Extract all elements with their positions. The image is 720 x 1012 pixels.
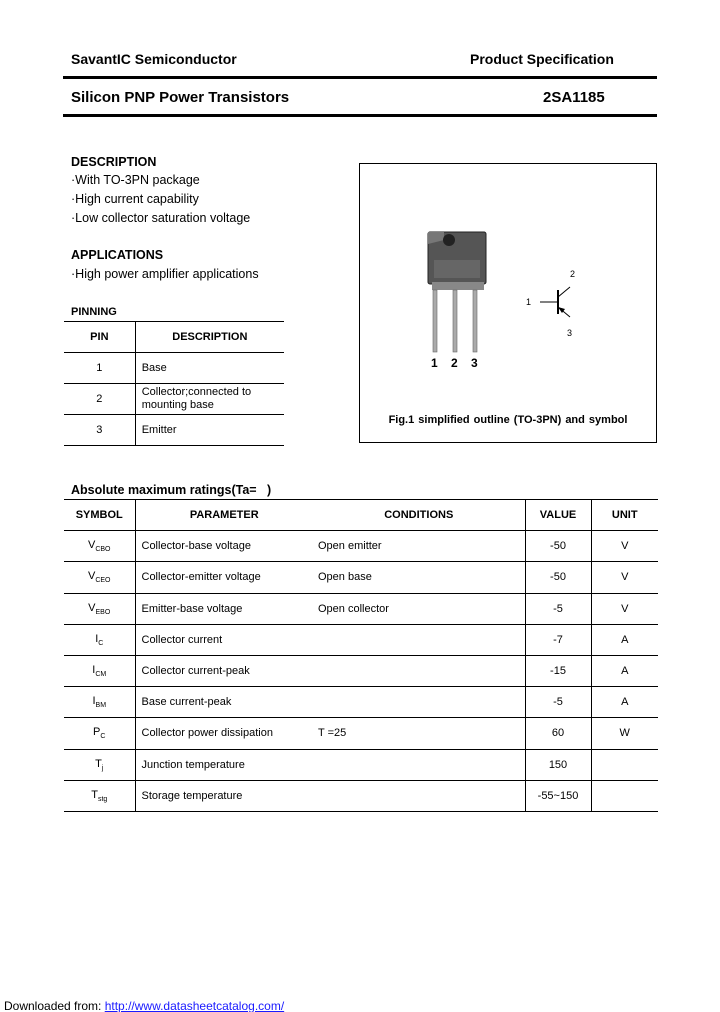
parameter-cell: Base current-peak (135, 687, 313, 718)
conditions-cell: T =25 (313, 718, 525, 749)
parameter-cell: Collector current-peak (135, 655, 313, 686)
value-cell: -50 (525, 531, 591, 562)
symbol-subscript: C (98, 639, 104, 647)
symbol-subscript: C (100, 733, 106, 741)
unit-cell: V (591, 593, 658, 624)
table-row (64, 718, 658, 749)
ratings-table (64, 499, 658, 812)
unit-cell: V (591, 531, 658, 562)
symbol-cell (64, 562, 135, 593)
table-row (64, 353, 284, 384)
value-cell: -15 (525, 655, 591, 686)
description-item: ·High current capability (71, 192, 199, 206)
pin-number: 2 (64, 384, 135, 415)
table-row (64, 415, 284, 446)
description-item: ·Low collector saturation voltage (71, 211, 251, 225)
symbol-subscript: CEO (95, 577, 111, 585)
description-item: ·With TO-3PN package (71, 173, 200, 187)
company-name: SavantIC Semiconductor (71, 51, 237, 67)
figure-caption: Fig.1 simplified outline (TO-3PN) and symbol (388, 414, 628, 426)
pnp-symbol-icon (540, 287, 570, 317)
footer-prefix: Downloaded from: (4, 999, 105, 1012)
ratings-header-row (64, 500, 658, 531)
conditions-cell (313, 655, 525, 686)
pin-number: 3 (64, 415, 135, 446)
parameter-cell: Collector-base voltage (135, 531, 313, 562)
symbol-label-base: 1 (526, 297, 532, 307)
conditions-cell (313, 780, 525, 811)
unit-cell: A (591, 687, 658, 718)
conditions-cell: Open collector (313, 593, 525, 624)
pinning-table (64, 321, 284, 446)
value-cell: -50 (525, 562, 591, 593)
symbol-letter: V (87, 570, 96, 583)
symbol-subscript: j (101, 764, 104, 772)
symbol-letter: V (88, 601, 96, 614)
ratings-title: Absolute maximum ratings(Ta= ) (71, 483, 272, 497)
conditions-cell: Open emitter (313, 531, 525, 562)
symbol-cell (64, 718, 135, 749)
unit-cell: A (591, 655, 658, 686)
applications-title: APPLICATIONS (71, 248, 164, 262)
lead-label: 1 (431, 356, 438, 370)
symbol-cell (64, 624, 135, 655)
symbol-subscript: CBO (95, 546, 111, 554)
conditions-cell (313, 749, 525, 780)
table-row (64, 655, 658, 686)
pin-description: Emitter (135, 415, 284, 446)
mounting-hole (443, 234, 455, 246)
unit-cell (591, 780, 658, 811)
doc-type: Product Specification (470, 51, 614, 67)
symbol-header: SYMBOL (64, 500, 135, 531)
unit-cell: A (591, 624, 658, 655)
part-number: 2SA1185 (543, 89, 605, 106)
ratings-body (64, 531, 658, 812)
parameter-header: PARAMETER (135, 500, 313, 531)
footer-link[interactable]: http://www.datasheetcatalog.com/ (104, 999, 285, 1012)
symbol-cell (64, 780, 135, 811)
symbol-subscript: stg (97, 795, 108, 803)
symbol-letter: I (92, 695, 96, 708)
value-cell: 150 (525, 749, 591, 780)
parameter-cell: Collector power dissipation (135, 718, 313, 749)
description-list (71, 171, 250, 228)
value-header: VALUE (525, 500, 591, 531)
table-row (64, 749, 658, 780)
table-row (64, 687, 658, 718)
package-outline-icon (360, 164, 658, 404)
table-row (64, 531, 658, 562)
symbol-letter: T (95, 757, 102, 770)
symbol-label-emitter: 3 (567, 328, 573, 338)
applications-list (71, 265, 259, 284)
value-cell: -55~150 (525, 780, 591, 811)
symbol-cell (64, 531, 135, 562)
parameter-cell: Emitter-base voltage (135, 593, 313, 624)
table-row (64, 384, 284, 415)
table-row (64, 780, 658, 811)
lead-2 (453, 290, 457, 352)
symbol-subscript: BM (95, 702, 107, 710)
package-mold (434, 260, 480, 278)
parameter-cell: Collector-emitter voltage (135, 562, 313, 593)
value-cell: -5 (525, 593, 591, 624)
symbol-cell (64, 655, 135, 686)
pin-description: Base (135, 353, 284, 384)
pin-desc-header: DESCRIPTION (135, 322, 284, 353)
conditions-header: CONDITIONS (313, 500, 525, 531)
lead-label: 3 (471, 356, 478, 370)
parameter-cell: Storage temperature (135, 780, 313, 811)
pin-number: 1 (64, 353, 135, 384)
symbol-subscript: EBO (95, 608, 111, 616)
lead-1 (433, 290, 437, 352)
symbol-letter: T (91, 788, 98, 801)
figure-box (359, 163, 657, 443)
pinning-header-row (64, 322, 284, 353)
parameter-cell: Junction temperature (135, 749, 313, 780)
table-row (64, 624, 658, 655)
table-row (64, 562, 658, 593)
unit-cell: V (591, 562, 658, 593)
symbol-cell (64, 687, 135, 718)
unit-cell: W (591, 718, 658, 749)
conditions-cell (313, 687, 525, 718)
pin-header: PIN (64, 322, 135, 353)
applications-item: ·High power amplifier applications (71, 267, 259, 281)
symbol-cell (64, 593, 135, 624)
package-shoulder (432, 282, 484, 290)
product-line: Silicon PNP Power Transistors (71, 89, 290, 106)
symbol-letter: I (92, 663, 96, 676)
value-cell: 60 (525, 718, 591, 749)
header-rule-top (63, 76, 657, 79)
footer (4, 999, 284, 1012)
description-title: DESCRIPTION (71, 155, 157, 169)
header-rule-bottom (63, 114, 657, 117)
conditions-cell: Open base (313, 562, 525, 593)
symbol-letter: I (95, 632, 99, 645)
conditions-cell (313, 624, 525, 655)
symbol-label-collector: 2 (570, 269, 576, 279)
value-cell: -5 (525, 687, 591, 718)
unit-cell (591, 749, 658, 780)
pin-description: Collector;connected to mounting base (135, 384, 284, 415)
symbol-subscript: CM (95, 671, 107, 679)
lead-label: 2 (451, 356, 458, 370)
symbol-cell (64, 749, 135, 780)
unit-header: UNIT (591, 500, 658, 531)
symbol-letter: V (87, 539, 96, 552)
symbol-letter: P (93, 726, 101, 739)
value-cell: -7 (525, 624, 591, 655)
parameter-cell: Collector current (135, 624, 313, 655)
table-row (64, 593, 658, 624)
pinning-title: PINNING (71, 306, 117, 318)
lead-3 (473, 290, 477, 352)
